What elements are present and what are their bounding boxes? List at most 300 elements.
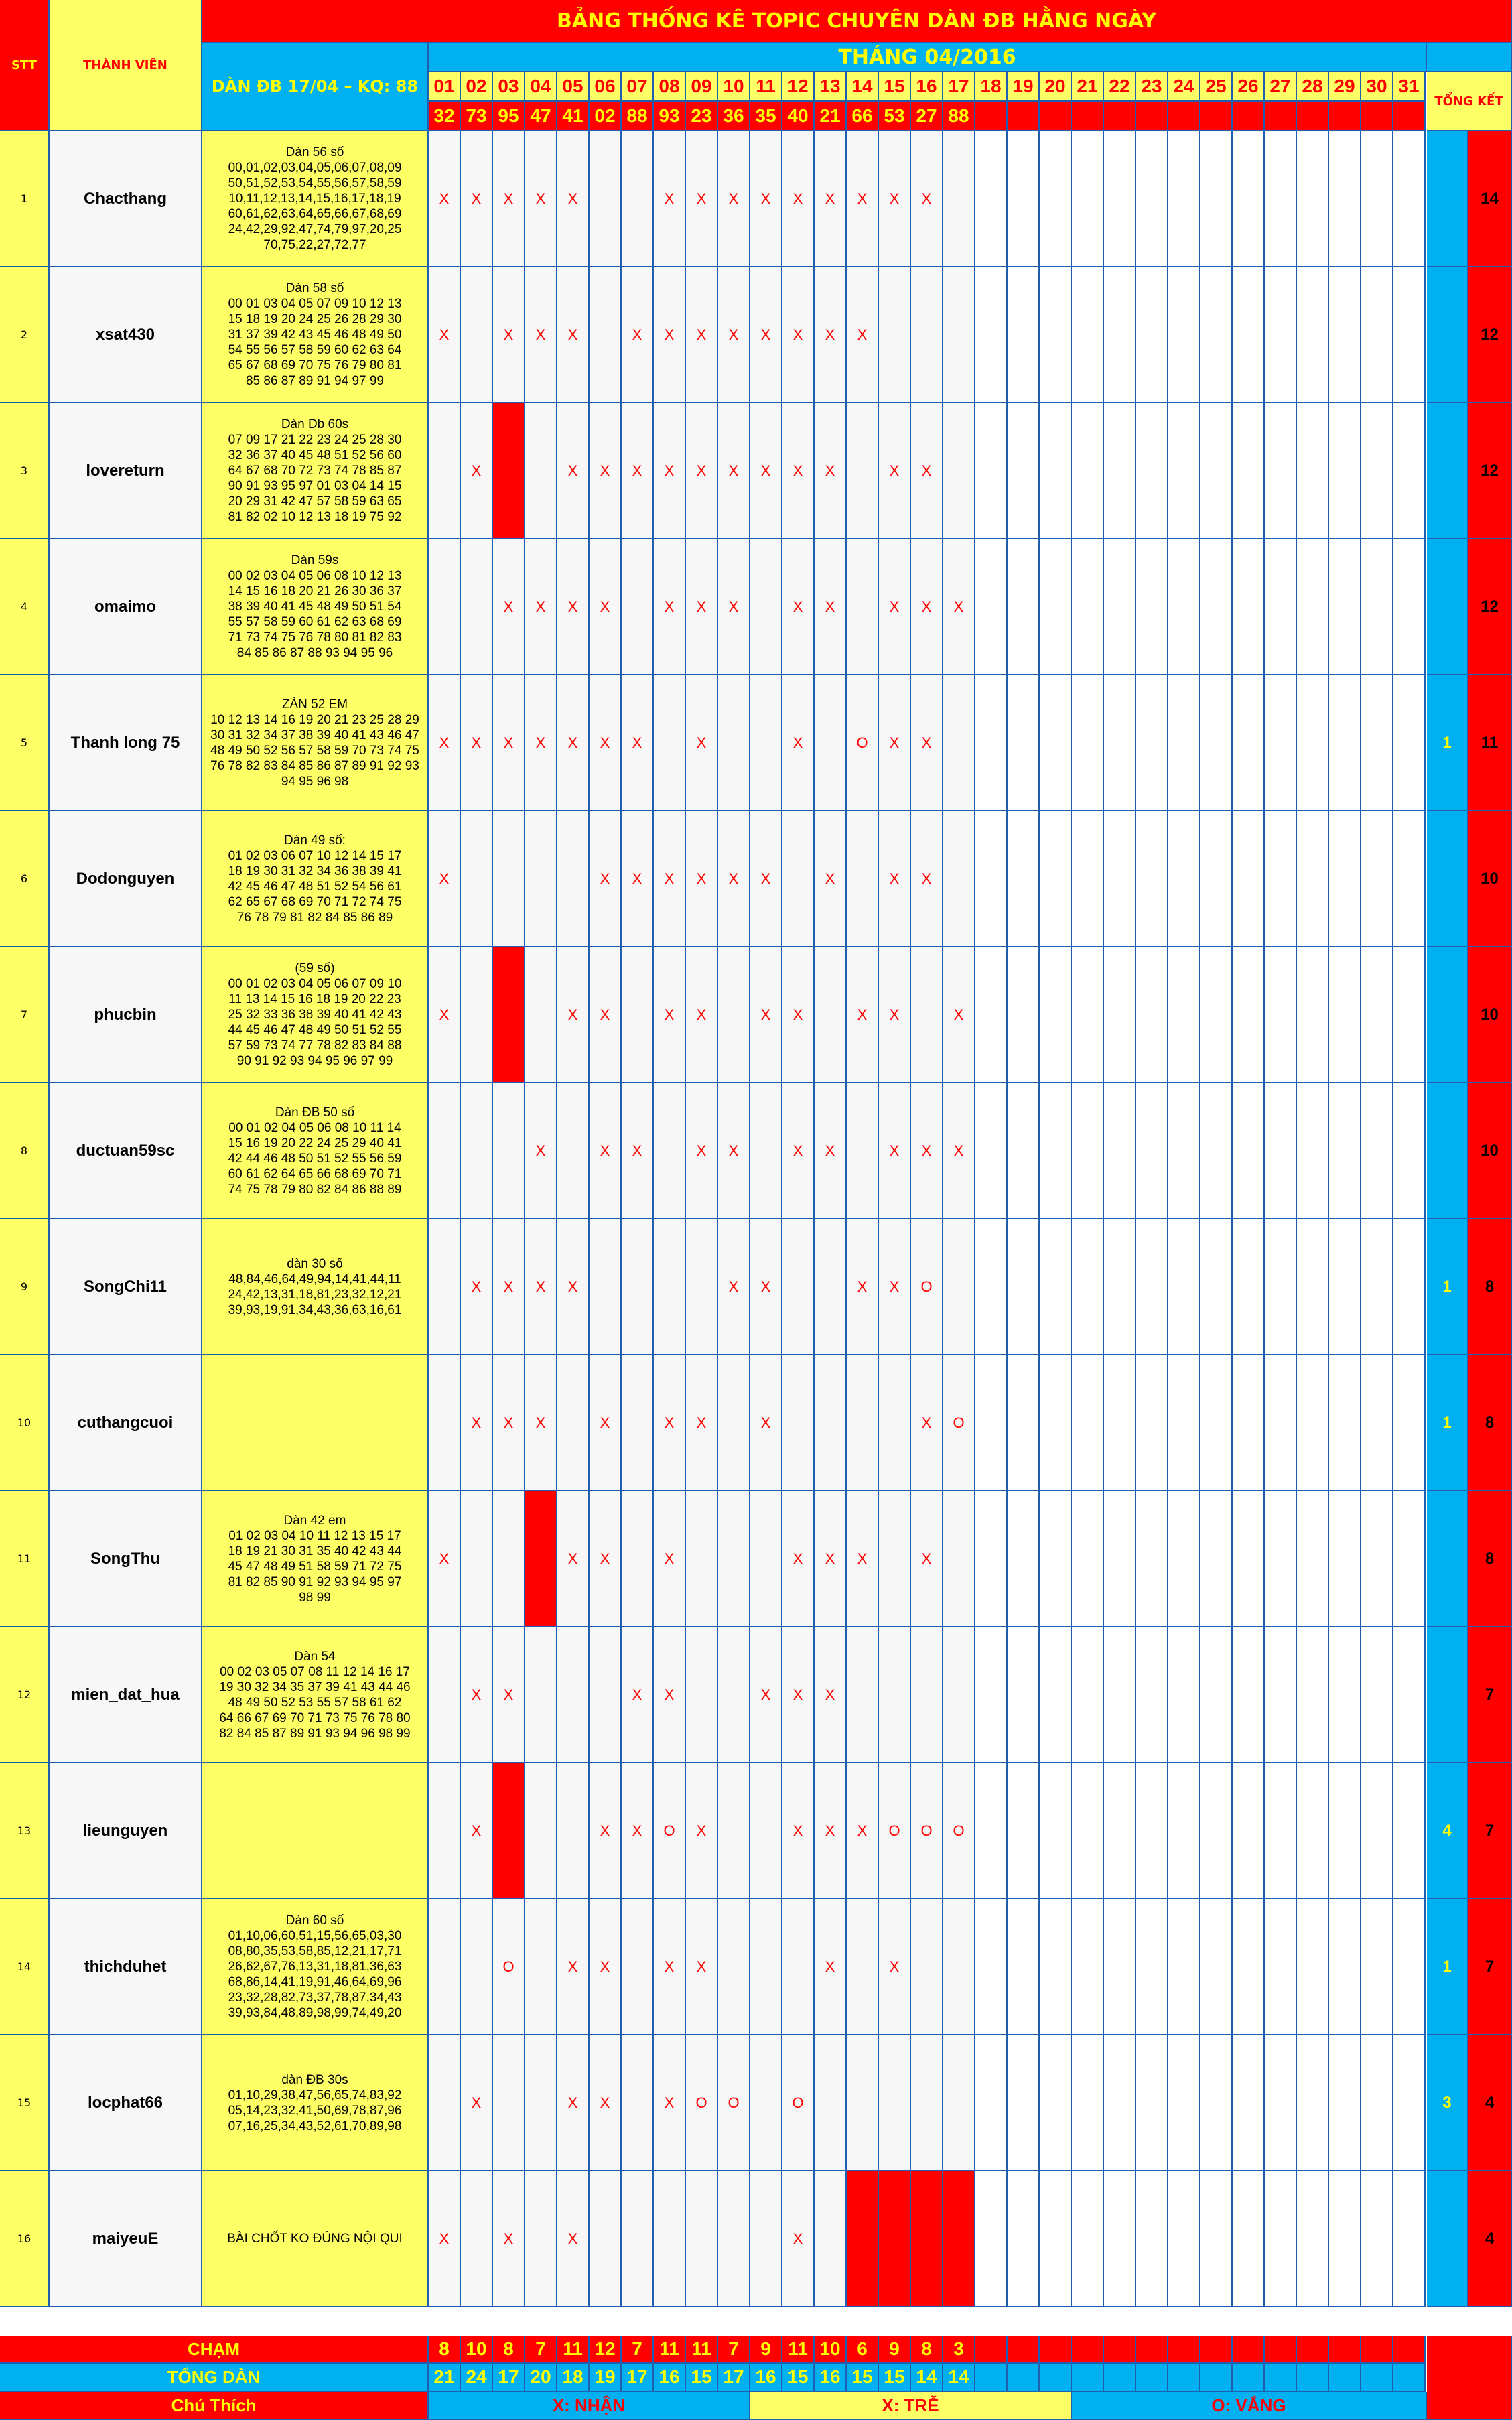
member-header: THÀNH VIÊN (50, 0, 202, 131)
day-mark: X (493, 267, 525, 403)
day-mark (686, 2171, 718, 2307)
day-mark: X (622, 1083, 654, 1219)
late-count (1427, 947, 1468, 1083)
dan-list: Dàn Db 60s 07 09 17 21 22 23 24 25 28 30 32 36 37 40 45 48 51 52 56 60 64 67 68 70 72 73 74 78 85 87 90 91 93 95 97 01 03 04 14 15 20 29 31 42 47 57 58 59 63 65 81 82 02 10 12 13 18 19 75 92 (202, 403, 429, 539)
day-mark: X (815, 131, 847, 267)
day-mark (1265, 539, 1297, 675)
day-header: 02 (461, 72, 493, 102)
row-stt: 9 (0, 1219, 50, 1355)
day-mark: X (654, 539, 686, 675)
day-mark: X (815, 1899, 847, 2035)
day-mark: X (493, 1219, 525, 1355)
day-mark: X (557, 1491, 590, 1627)
day-mark (1136, 1899, 1168, 2035)
cham-value (1361, 2336, 1393, 2364)
row-stt: 3 (0, 403, 50, 539)
day-header: 23 (1136, 72, 1168, 102)
day-mark (686, 1219, 718, 1355)
cham-value (975, 2336, 1008, 2364)
cham-value: 10 (461, 2336, 493, 2364)
day-mark (847, 2035, 879, 2171)
day-mark (718, 1899, 750, 2035)
day-mark (1200, 1355, 1233, 1491)
cham-value: 7 (622, 2336, 654, 2364)
row-stt: 11 (0, 1491, 50, 1627)
day-mark (1136, 1083, 1168, 1219)
day-mark: O (654, 1763, 686, 1899)
day-mark (622, 1219, 654, 1355)
day-mark (1361, 403, 1393, 539)
day-mark (1233, 1763, 1265, 1899)
day-mark (975, 1491, 1008, 1627)
day-mark (1040, 2035, 1072, 2171)
day-mark (1104, 267, 1136, 403)
day-mark (718, 1491, 750, 1627)
day-mark (1168, 1083, 1200, 1219)
day-mark (1361, 1899, 1393, 2035)
late-count (1427, 811, 1468, 947)
day-mark (1008, 2035, 1040, 2171)
row-total: 8 (1468, 1491, 1512, 1627)
day-mark (718, 1763, 750, 1899)
day-mark (1008, 1083, 1040, 1219)
day-mark (1233, 2171, 1265, 2307)
day-mark: X (557, 2171, 590, 2307)
dan-list: (59 số) 00 01 02 03 04 05 06 07 09 10 11 13 14 15 16 18 19 20 22 23 25 32 33 36 38 39 40 41 42 43 44 45 46 47 48 49 50 51 52 55 57 59 73 74 77 78 82 83 84 88 90 91 92 93 94 95 96 97 99 (202, 947, 429, 1083)
day-mark: X (429, 131, 461, 267)
day-mark (1136, 1627, 1168, 1763)
day-mark: X (557, 675, 590, 811)
day-mark (1393, 1627, 1426, 1763)
row-total: 10 (1468, 811, 1512, 947)
day-mark (943, 1627, 975, 1763)
day-mark (750, 1899, 782, 2035)
day-mark (1072, 1219, 1104, 1355)
day-mark: X (493, 1355, 525, 1491)
day-mark (1393, 1491, 1426, 1627)
day-mark (750, 2171, 782, 2307)
day-mark (461, 811, 493, 947)
day-mark (1329, 1083, 1361, 1219)
day-mark (1233, 811, 1265, 947)
day-mark (1393, 947, 1426, 1083)
cham-value: 7 (525, 2336, 557, 2364)
day-mark (1136, 539, 1168, 675)
day-mark (815, 2171, 847, 2307)
day-header: 14 (847, 72, 879, 102)
member-name: SongChi11 (50, 1219, 202, 1355)
row-stt: 7 (0, 947, 50, 1083)
day-mark: X (654, 403, 686, 539)
day-mark (1297, 1083, 1329, 1219)
day-mark (1104, 947, 1136, 1083)
day-mark (847, 811, 879, 947)
day-mark (1200, 947, 1233, 1083)
cham-label: CHẠM (0, 2336, 429, 2364)
day-mark (1361, 675, 1393, 811)
day-mark: X (622, 1763, 654, 1899)
day-mark (943, 2035, 975, 2171)
row-stt: 4 (0, 539, 50, 675)
day-mark (461, 1899, 493, 2035)
day-mark (429, 1627, 461, 1763)
row-stt: 6 (0, 811, 50, 947)
day-mark (879, 2035, 911, 2171)
stt-header: STT (0, 0, 50, 131)
day-mark: X (782, 403, 815, 539)
day-mark: X (557, 1219, 590, 1355)
day-mark: X (654, 1355, 686, 1491)
day-mark (1265, 675, 1297, 811)
day-mark (1168, 267, 1200, 403)
day-mark (1008, 2171, 1040, 2307)
day-mark (1104, 2035, 1136, 2171)
cham-value: 6 (847, 2336, 879, 2364)
tongdan-value (975, 2364, 1008, 2392)
day-mark: X (429, 811, 461, 947)
day-mark: X (654, 2035, 686, 2171)
day-mark: X (879, 1219, 911, 1355)
day-mark: X (879, 403, 911, 539)
late-count: 1 (1427, 1219, 1468, 1355)
day-mark: X (718, 539, 750, 675)
day-mark (1361, 1219, 1393, 1355)
day-mark (686, 1491, 718, 1627)
day-mark: X (815, 1083, 847, 1219)
legend-nhan: X: NHẬN (429, 2392, 750, 2420)
day-mark (1008, 1219, 1040, 1355)
day-result: 35 (750, 102, 782, 131)
member-name: maiyeuE (50, 2171, 202, 2307)
day-mark: X (461, 131, 493, 267)
day-mark (1104, 1627, 1136, 1763)
day-mark (1008, 675, 1040, 811)
dan-list: Dàn 56 số 00,01,02,03,04,05,06,07,08,09 50,51,52,53,54,55,56,57,58,59 10,11,12,13,14,15,16,17,18,19 60,61,62,63,64,65,66,67,68,69 24,42,29,92,47,74,79,97,20,25 70,75,22,27,72,77 (202, 131, 429, 267)
day-mark: X (622, 267, 654, 403)
day-mark: X (622, 811, 654, 947)
day-mark (1393, 1899, 1426, 2035)
day-mark: X (557, 403, 590, 539)
day-mark (654, 1083, 686, 1219)
dan-list (202, 1763, 429, 1899)
day-mark (1040, 675, 1072, 811)
cham-value (1072, 2336, 1104, 2364)
day-mark (815, 947, 847, 1083)
day-header: 10 (718, 72, 750, 102)
day-mark: X (750, 1627, 782, 1763)
cham-value (1265, 2336, 1297, 2364)
day-mark (1329, 403, 1361, 539)
day-mark (1104, 1219, 1136, 1355)
day-mark (493, 811, 525, 947)
day-mark: X (718, 267, 750, 403)
day-mark (1104, 2171, 1136, 2307)
day-mark (911, 947, 943, 1083)
day-mark: X (461, 1763, 493, 1899)
day-mark: X (782, 1627, 815, 1763)
day-mark: X (525, 1083, 557, 1219)
day-mark (1265, 947, 1297, 1083)
day-mark: X (911, 539, 943, 675)
day-mark (1136, 131, 1168, 267)
day-mark (1008, 1899, 1040, 2035)
day-mark: X (911, 131, 943, 267)
day-mark (1072, 1627, 1104, 1763)
day-header: 18 (975, 72, 1008, 102)
day-result: 23 (686, 102, 718, 131)
row-total: 7 (1468, 1627, 1512, 1763)
day-mark (1072, 1355, 1104, 1491)
late-count: 1 (1427, 675, 1468, 811)
day-mark: X (943, 539, 975, 675)
day-mark (1329, 675, 1361, 811)
tongdan-value (1136, 2364, 1168, 2392)
day-mark (847, 539, 879, 675)
day-mark: X (461, 675, 493, 811)
row-stt: 8 (0, 1083, 50, 1219)
day-mark (943, 1899, 975, 2035)
day-mark (1104, 539, 1136, 675)
day-mark (1168, 1627, 1200, 1763)
day-header: 26 (1233, 72, 1265, 102)
day-mark: X (943, 1083, 975, 1219)
day-mark (1361, 811, 1393, 947)
day-mark (1008, 1627, 1040, 1763)
day-mark (1361, 2171, 1393, 2307)
cham-value: 9 (750, 2336, 782, 2364)
day-mark: O (686, 2035, 718, 2171)
day-mark (461, 1083, 493, 1219)
member-name: mien_dat_hua (50, 1627, 202, 1763)
day-mark: X (782, 1491, 815, 1627)
day-mark (975, 539, 1008, 675)
day-mark (654, 2171, 686, 2307)
day-mark (943, 1219, 975, 1355)
day-mark (847, 1083, 879, 1219)
cham-value (1329, 2336, 1361, 2364)
day-mark (782, 1219, 815, 1355)
day-mark: X (815, 1627, 847, 1763)
cham-value (1200, 2336, 1233, 2364)
day-result: 88 (622, 102, 654, 131)
total-header: TỔNG KẾT (1427, 72, 1512, 131)
day-mark (847, 403, 879, 539)
day-mark (1297, 811, 1329, 947)
day-mark (1168, 1491, 1200, 1627)
day-header: 04 (525, 72, 557, 102)
day-mark (654, 675, 686, 811)
day-mark (1329, 267, 1361, 403)
day-mark (1329, 1219, 1361, 1355)
day-mark: X (782, 1763, 815, 1899)
day-mark: X (461, 2035, 493, 2171)
day-mark (1393, 267, 1426, 403)
day-mark: X (847, 131, 879, 267)
late-count (1427, 1491, 1468, 1627)
day-mark (1136, 1763, 1168, 1899)
day-mark (1168, 947, 1200, 1083)
day-mark (1361, 1627, 1393, 1763)
day-mark (975, 1355, 1008, 1491)
day-header: 06 (590, 72, 622, 102)
day-mark (1072, 1763, 1104, 1899)
day-mark (1072, 2035, 1104, 2171)
tongdan-value: 21 (429, 2364, 461, 2392)
day-mark (750, 1763, 782, 1899)
dan-list: Dàn 60 số 01,10,06,60,51,15,56,65,03,30 08,80,35,53,58,85,12,21,17,71 26,62,67,76,13,31,18,81,36,63 68,86,14,41,19,91,46,64,69,96 23,32,28,82,73,37,78,87,34,43 39,93,84,48,89,98,99,74,49,20 (202, 1899, 429, 2035)
day-mark (911, 267, 943, 403)
late-count: 3 (1427, 2035, 1468, 2171)
day-mark (1072, 131, 1104, 267)
day-result: 41 (557, 102, 590, 131)
row-stt: 5 (0, 675, 50, 811)
day-mark (1233, 1627, 1265, 1763)
row-stt: 2 (0, 267, 50, 403)
day-mark: X (429, 675, 461, 811)
day-mark: X (815, 811, 847, 947)
day-result (1104, 102, 1136, 131)
day-mark (1200, 2035, 1233, 2171)
day-mark (1233, 947, 1265, 1083)
day-mark (1040, 403, 1072, 539)
day-mark: X (493, 539, 525, 675)
day-header: 28 (1297, 72, 1329, 102)
day-mark (1297, 1627, 1329, 1763)
day-mark (750, 2035, 782, 2171)
day-mark (1072, 539, 1104, 675)
day-mark (525, 403, 557, 539)
day-mark: X (461, 1355, 493, 1491)
day-mark (1297, 2035, 1329, 2171)
month-header: THÁNG 04/2016 (429, 43, 1427, 72)
day-mark (525, 2035, 557, 2171)
member-name: thichduhet (50, 1899, 202, 2035)
row-total: 8 (1468, 1219, 1512, 1355)
day-mark (1040, 1083, 1072, 1219)
day-mark (590, 131, 622, 267)
day-mark (1233, 1355, 1265, 1491)
day-mark (1040, 947, 1072, 1083)
day-mark (975, 2171, 1008, 2307)
day-mark: X (590, 539, 622, 675)
tongdan-value (1393, 2364, 1426, 2392)
day-mark (429, 2035, 461, 2171)
day-mark (525, 1899, 557, 2035)
day-header: 25 (1200, 72, 1233, 102)
day-mark: X (654, 1491, 686, 1627)
row-total: 8 (1468, 1355, 1512, 1491)
day-mark (975, 1899, 1008, 2035)
day-mark (1233, 2035, 1265, 2171)
day-mark (1265, 1355, 1297, 1491)
day-mark (1297, 1355, 1329, 1491)
day-mark: O (879, 1763, 911, 1899)
day-mark (718, 1355, 750, 1491)
day-mark (1200, 1899, 1233, 2035)
day-mark (1040, 1899, 1072, 2035)
day-mark: X (879, 539, 911, 675)
day-result (1200, 102, 1233, 131)
day-mark (461, 1491, 493, 1627)
member-name: phucbin (50, 947, 202, 1083)
day-mark (1136, 675, 1168, 811)
day-mark (1136, 2171, 1168, 2307)
day-mark: X (654, 1627, 686, 1763)
day-mark (622, 1491, 654, 1627)
day-mark (1072, 1083, 1104, 1219)
day-mark (1265, 2171, 1297, 2307)
day-mark (1168, 1219, 1200, 1355)
day-mark: X (782, 539, 815, 675)
member-name: lovereturn (50, 403, 202, 539)
day-mark (1200, 403, 1233, 539)
day-mark (1233, 675, 1265, 811)
day-mark (1393, 1219, 1426, 1355)
day-mark: X (525, 267, 557, 403)
day-mark (493, 2035, 525, 2171)
cham-value (1233, 2336, 1265, 2364)
tongdan-value: 14 (911, 2364, 943, 2392)
day-mark (1265, 1763, 1297, 1899)
day-mark (1104, 675, 1136, 811)
day-mark: X (590, 1899, 622, 2035)
tongdan-value: 19 (590, 2364, 622, 2392)
day-mark: X (847, 1219, 879, 1355)
row-stt: 12 (0, 1627, 50, 1763)
day-mark: X (911, 403, 943, 539)
day-mark (1008, 947, 1040, 1083)
day-mark (1104, 1491, 1136, 1627)
day-mark (1329, 811, 1361, 947)
day-mark: X (686, 1083, 718, 1219)
day-mark (1104, 1899, 1136, 2035)
day-mark (879, 2171, 911, 2307)
dan-list: Dàn 49 số: 01 02 03 06 07 10 12 14 15 17 18 19 30 31 32 34 36 38 39 41 42 45 46 47 48 51 52 54 56 61 62 65 67 68 69 70 71 72 74 75 76 78 79 81 82 84 85 86 89 (202, 811, 429, 947)
day-mark: X (590, 811, 622, 947)
day-mark (1200, 1083, 1233, 1219)
day-mark (1393, 2171, 1426, 2307)
late-count (1427, 131, 1468, 267)
day-mark: X (847, 267, 879, 403)
day-mark (1072, 947, 1104, 1083)
day-mark: X (429, 947, 461, 1083)
day-mark (1265, 403, 1297, 539)
day-mark (429, 539, 461, 675)
day-mark (1200, 2171, 1233, 2307)
day-mark (1265, 1627, 1297, 1763)
day-mark (879, 1491, 911, 1627)
day-mark: X (911, 675, 943, 811)
tongdan-value (1168, 2364, 1200, 2392)
day-mark (1329, 947, 1361, 1083)
day-mark (429, 1899, 461, 2035)
row-total: 12 (1468, 267, 1512, 403)
row-total: 4 (1468, 2171, 1512, 2307)
day-header: 19 (1008, 72, 1040, 102)
day-mark: X (590, 403, 622, 539)
cham-value: 8 (493, 2336, 525, 2364)
day-mark (1168, 1355, 1200, 1491)
day-mark (493, 1491, 525, 1627)
day-mark (1168, 131, 1200, 267)
day-mark (1265, 1219, 1297, 1355)
day-result: 88 (943, 102, 975, 131)
day-mark (943, 811, 975, 947)
day-header: 24 (1168, 72, 1200, 102)
late-count (1427, 267, 1468, 403)
day-mark (847, 2171, 879, 2307)
day-mark: O (718, 2035, 750, 2171)
